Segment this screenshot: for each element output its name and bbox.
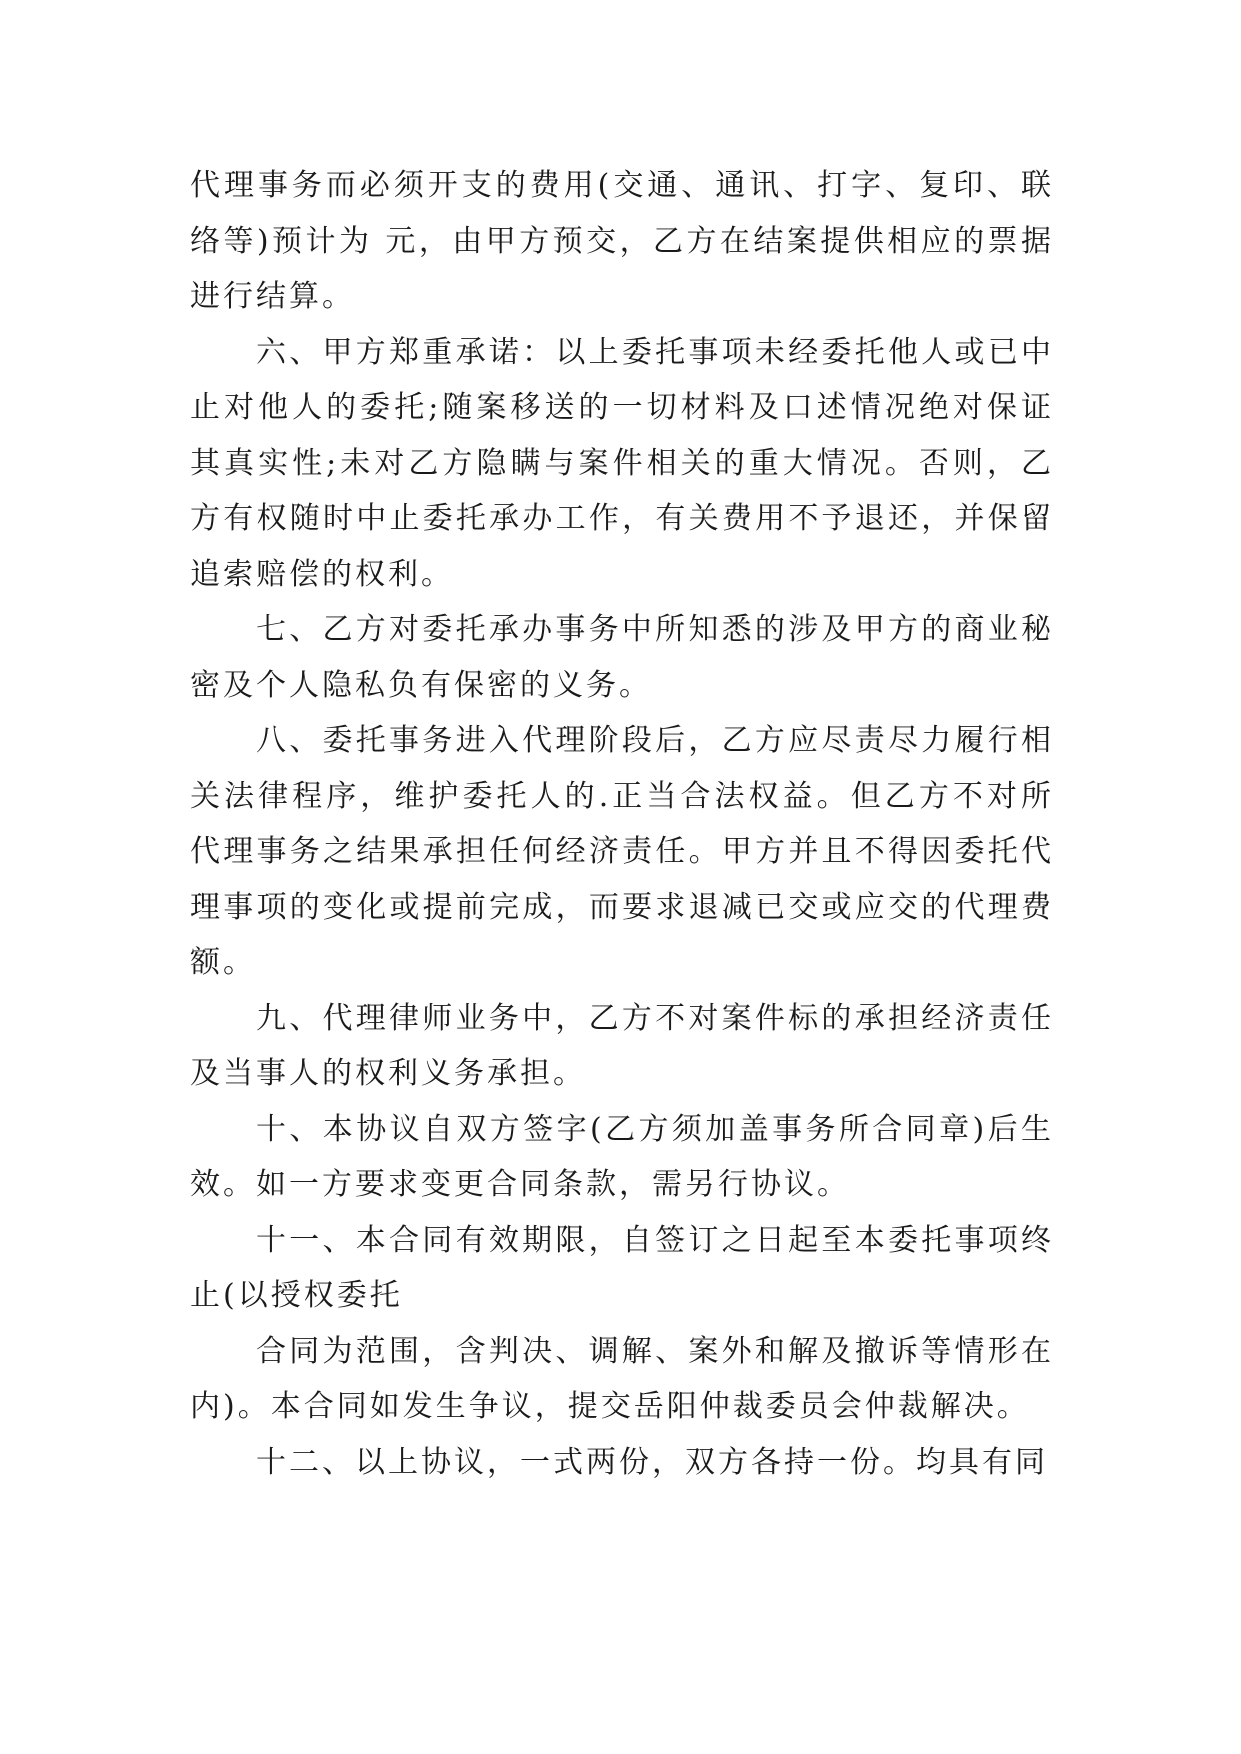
document-body — [190, 158, 1054, 1490]
paragraph-clause-11-continued: 合同为范围，含判决、调解、案外和解及撤诉等情形在内)。本合同如发生争议，提交岳阳仲裁委员会仲裁解决。 — [190, 1333, 1054, 1424]
paragraph-clause-9: 九、代理律师业务中，乙方不对案件标的承担经济责任及当事人的权利义务承担。 — [190, 1000, 1054, 1091]
paragraph-clause-8: 八、委托事务进入代理阶段后，乙方应尽责尽力履行相关法律程序，维护委托人的.正当合法权益。但乙方不对所代理事务之结果承担任何经济责任。甲方并且不得因委托代理事项的变化或提前完成，而要求退减已交或应交的代理费额。 — [190, 723, 1054, 980]
paragraph-clause-11: 十一、本合同有效期限，自签订之日起至本委托事项终止(以授权委托 — [190, 1222, 1054, 1313]
paragraph-clause-7: 七、乙方对委托承办事务中所知悉的涉及甲方的商业秘密及个人隐私负有保密的义务。 — [190, 612, 1054, 703]
paragraph-expenses: 代理事务而必须开支的费用(交通、通讯、打字、复印、联络等)预计为 元，由甲方预交，乙方在结案提供相应的票据进行结算。 — [190, 168, 1054, 314]
paragraph-clause-12: 十二、以上协议，一式两份，双方各持一份。均具有同 — [256, 1444, 1048, 1480]
paragraph-clause-10: 十、本协议自双方签字(乙方须加盖事务所合同章)后生效。如一方要求变更合同条款，需另行协议。 — [190, 1111, 1054, 1202]
paragraph-clause-6: 六、甲方郑重承诺：以上委托事项未经委托他人或已中止对他人的委托;随案移送的一切材料及口述情况绝对保证其真实性;未对乙方隐瞒与案件相关的重大情况。否则，乙方有权随时中止委托承办工作，有关费用不予退还，并保留追索赔偿的权利。 — [190, 334, 1054, 592]
